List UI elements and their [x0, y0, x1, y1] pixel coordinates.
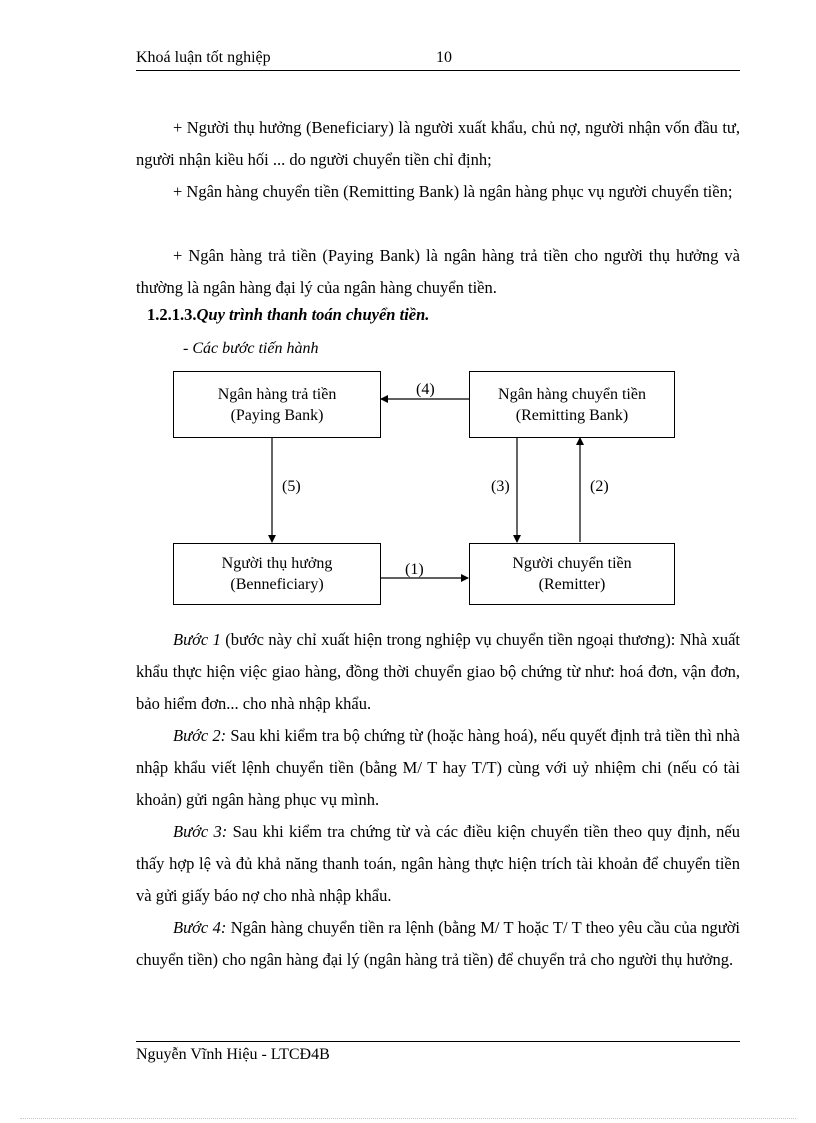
step-1-label: Bước 1 [173, 630, 221, 649]
box-remitter [469, 543, 675, 605]
step-1-text: (bước này chỉ xuất hiện trong nghiệp vụ chuyển tiền ngoại thương): Nhà xuất khẩu thực hiện việc giao hàng, đồng thời chuyển giao bộ chứng từ như: hoá đơn, vận đơn, bảo hiểm đơn... cho nhà nhập khẩu. [136, 630, 740, 713]
step-1-paragraph [136, 624, 740, 720]
section-title: Quy trình thanh toán chuyển tiền. [196, 305, 430, 324]
step-2-text: Sau khi kiểm tra bộ chứng từ (hoặc hàng hoá), nếu quyết định trả tiền thì nhà nhập khẩu viết lệnh chuyển tiền (bằng M/ T hay T/T) cùng với uỷ nhiệm chi (nếu có tài khoản) gửi ngân hàng phục vụ mình. [136, 726, 741, 809]
footer-author: Nguyễn Vĩnh Hiệu - LTCĐ4B [136, 1046, 330, 1063]
section-number: 1.2.1.3. [147, 305, 197, 324]
step-3-label: Bước 3: [173, 822, 228, 841]
arrow-label-2: (2) [590, 478, 609, 495]
footer-rule [136, 1041, 740, 1042]
section-heading [147, 305, 429, 325]
remitter-name: Người chuyển tiền [512, 555, 632, 572]
box-beneficiary [173, 543, 381, 605]
step-3-paragraph [136, 816, 740, 912]
remitting-bank-name: Ngân hàng chuyển tiền [498, 385, 646, 403]
box-remitting-bank [469, 371, 675, 438]
step-2-paragraph [136, 720, 740, 816]
arrow-label-3: (3) [491, 478, 510, 495]
beneficiary-english: (Benneficiary) [230, 576, 324, 593]
step-4-text: Ngân hàng chuyển tiền ra lệnh (bằng M/ T hoặc T/ T theo yêu cầu của người chuyển tiền) cho ngân hàng đại lý (ngân hàng trả tiền) để chuyển trả cho người thụ hưởng. [136, 918, 741, 969]
paying-bank-english: (Paying Bank) [230, 406, 324, 424]
paragraph-paying-bank: + Ngân hàng trả tiền (Paying Bank) là ngân hàng trả tiền cho người thụ hưởng và thường là ngân hàng đại lý của ngân hàng chuyển tiền. [136, 246, 740, 297]
remitter-english: (Remitter) [538, 576, 606, 593]
arrow-label-5: (5) [282, 478, 301, 495]
step-3-text: Sau khi kiểm tra chứng từ và các điều kiện chuyển tiền theo quy định, nếu thấy hợp lệ và đủ khả năng thanh toán, ngân hàng thực hiện trích tài khoản để chuyển tiền và gửi giấy báo nợ cho nhà nhập khẩu. [136, 822, 741, 905]
arrow-label-1: (1) [405, 561, 424, 578]
paragraph-remitting-bank: + Ngân hàng chuyển tiền (Remitting Bank) là ngân hàng phục vụ người chuyển tiền; [173, 182, 733, 201]
arrow-label-4: (4) [416, 381, 435, 398]
beneficiary-name: Người thụ hưởng [221, 555, 333, 572]
step-4-label: Bước 4: [173, 918, 227, 937]
page-number: 10 [436, 49, 452, 66]
steps-caption: - Các bước tiến hành [183, 340, 319, 357]
box-paying-bank [173, 371, 381, 438]
page-bottom-dotted-edge [20, 1118, 796, 1119]
remitting-bank-english: (Remitting Bank) [515, 406, 629, 424]
paying-bank-name: Ngân hàng trả tiền [217, 385, 337, 403]
paragraph-beneficiary: + Người thụ hưởng (Beneficiary) là người xuất khẩu, chủ nợ, người nhận vốn đầu tư, người nhận kiều hối ... do người chuyển tiền chỉ định; [136, 118, 740, 169]
header-rule [136, 70, 740, 71]
step-2-label: Bước 2: [173, 726, 227, 745]
step-4-paragraph [136, 912, 740, 976]
header-title: Khoá luận tốt nghiệp [136, 49, 271, 66]
